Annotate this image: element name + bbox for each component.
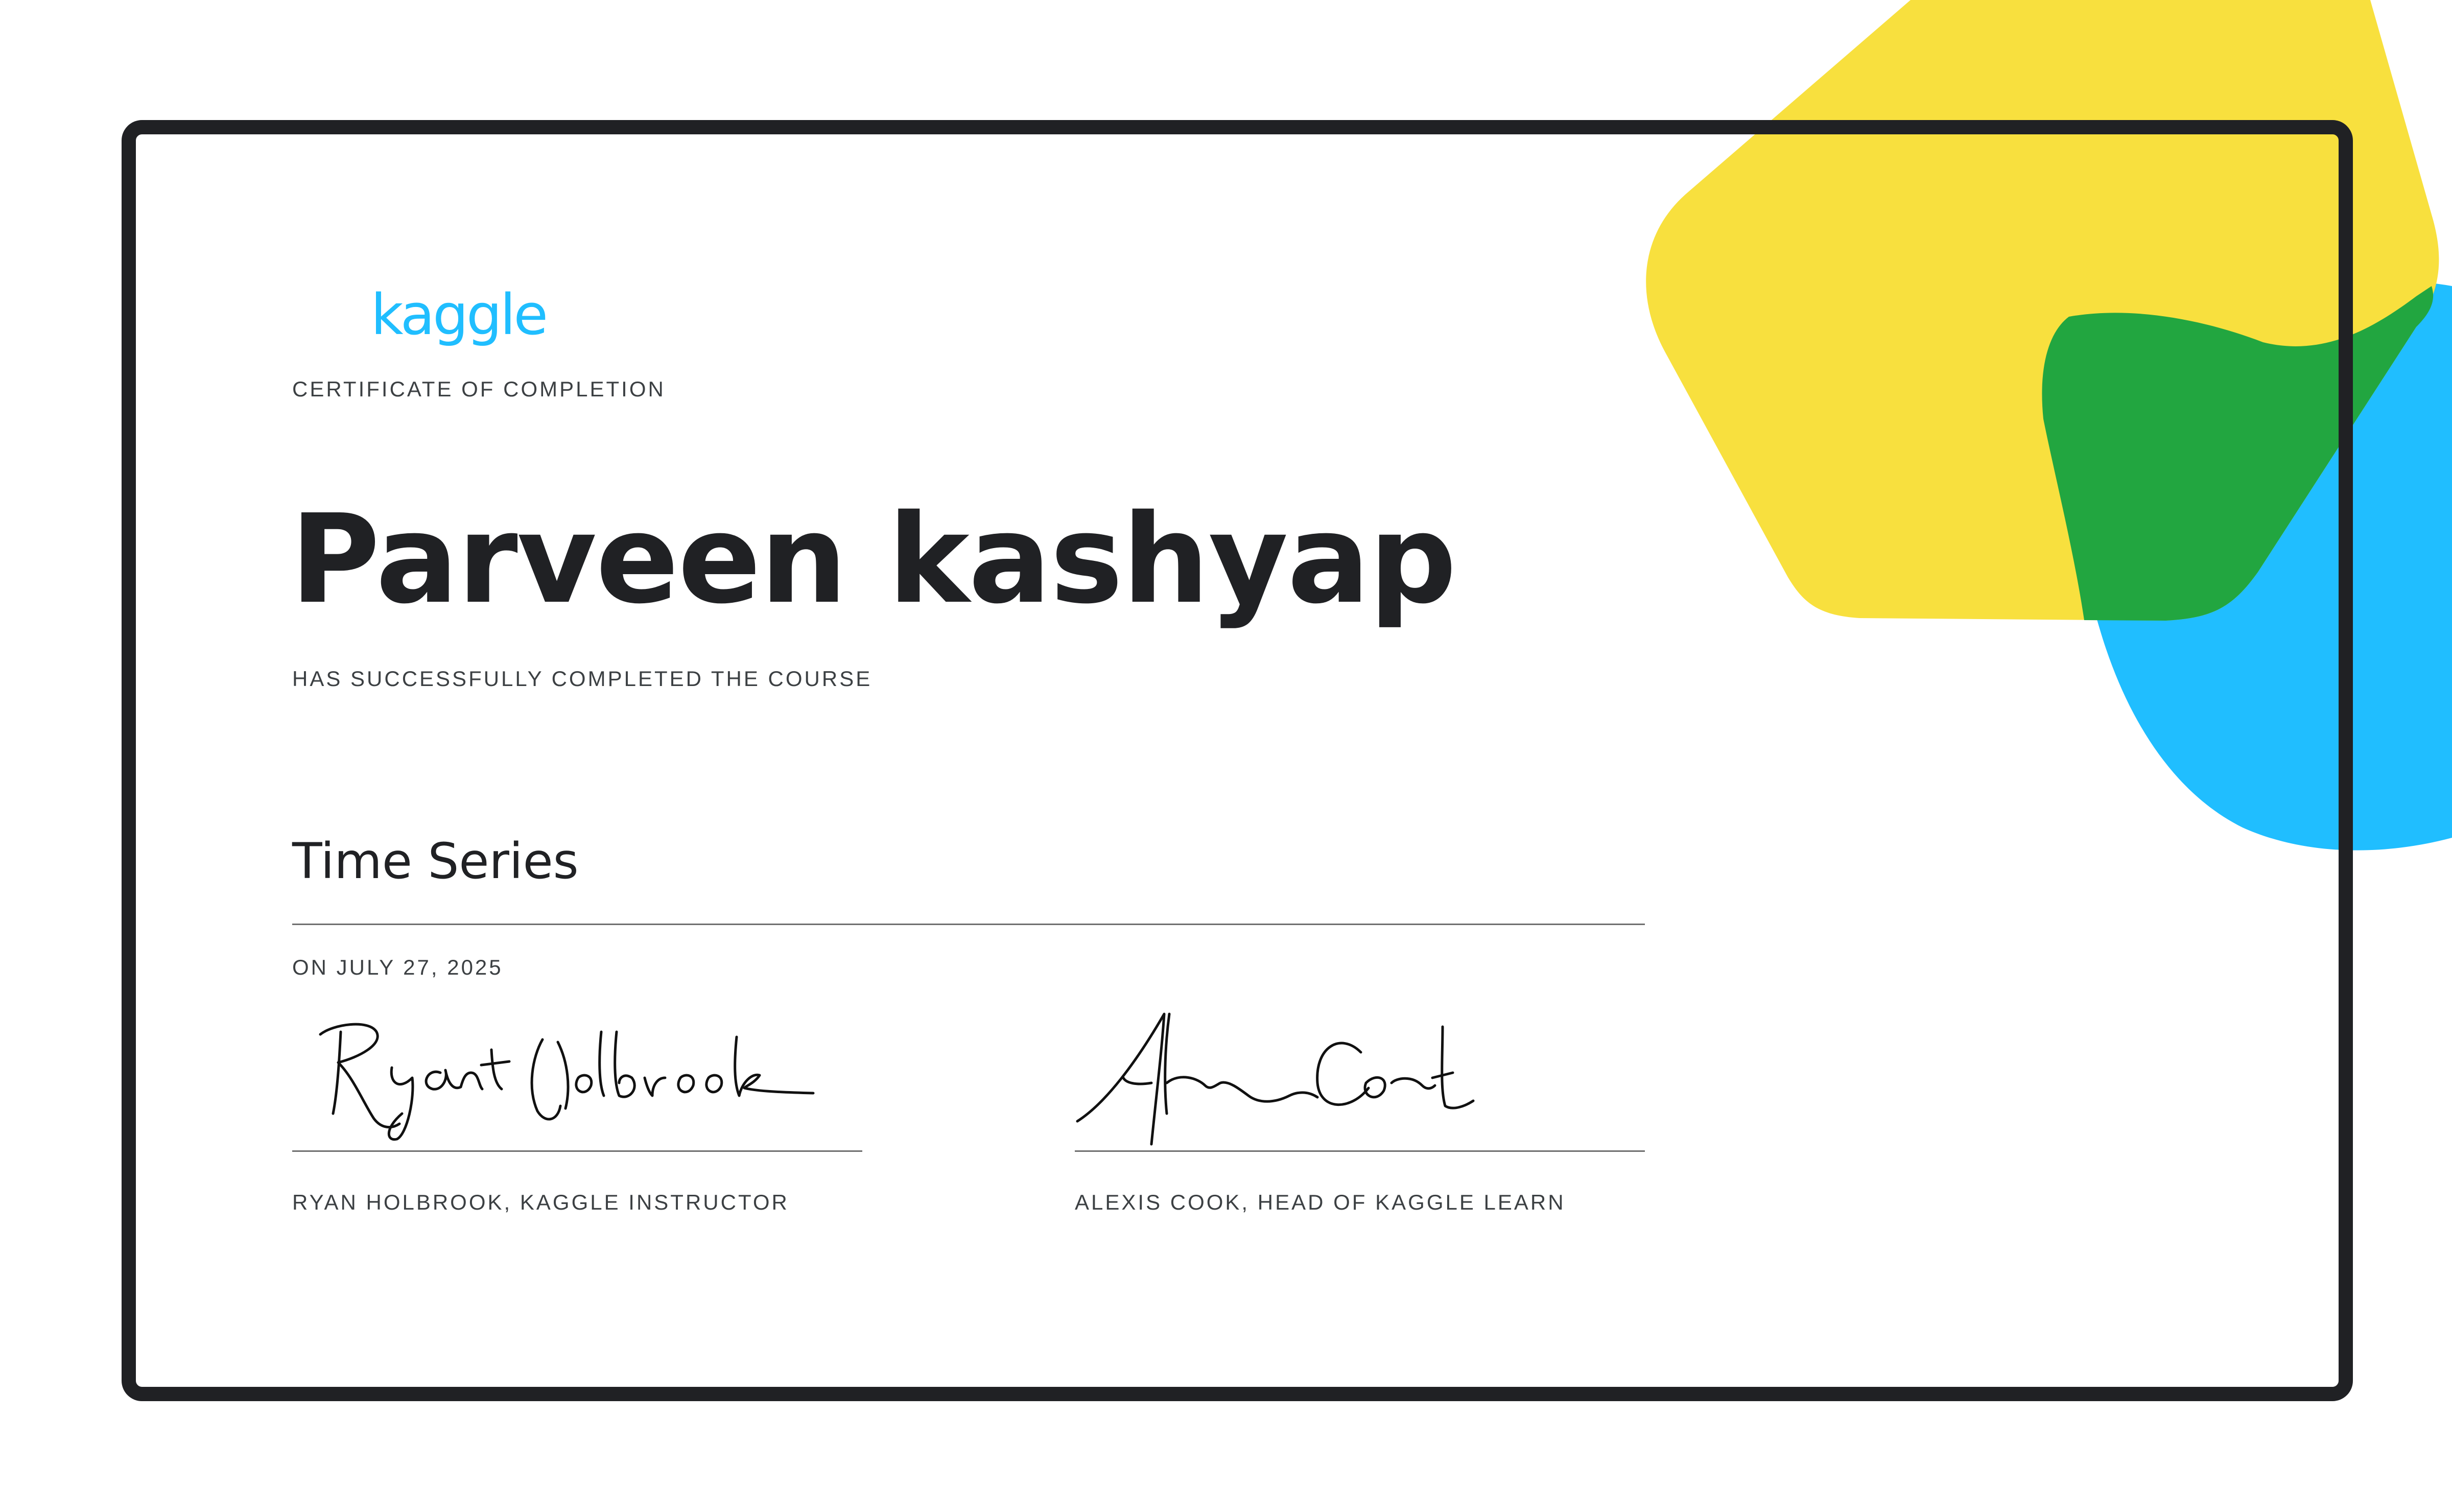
completion-date: ON JULY 27, 2025: [292, 955, 503, 979]
certificate-title: CERTIFICATE OF COMPLETION: [292, 377, 666, 401]
signature-line-1: [292, 1150, 862, 1152]
signature-ryan-holbrook: [292, 1001, 862, 1149]
signatory-1-caption: RYAN HOLBROOK, KAGGLE INSTRUCTOR: [292, 1190, 789, 1214]
course-name: Time Series: [292, 833, 579, 890]
course-divider: [292, 924, 1645, 925]
signatory-2-caption: ALEXIS COOK, HEAD OF KAGGLE LEARN: [1075, 1190, 1566, 1214]
recipient-name: Parveen kashyap: [290, 488, 1456, 631]
completed-label: HAS SUCCESSFULLY COMPLETED THE COURSE: [292, 667, 873, 691]
signature-line-2: [1075, 1150, 1645, 1152]
kaggle-logo: kaggle: [371, 282, 547, 347]
signature-alexis-cook: [1075, 1001, 1645, 1149]
